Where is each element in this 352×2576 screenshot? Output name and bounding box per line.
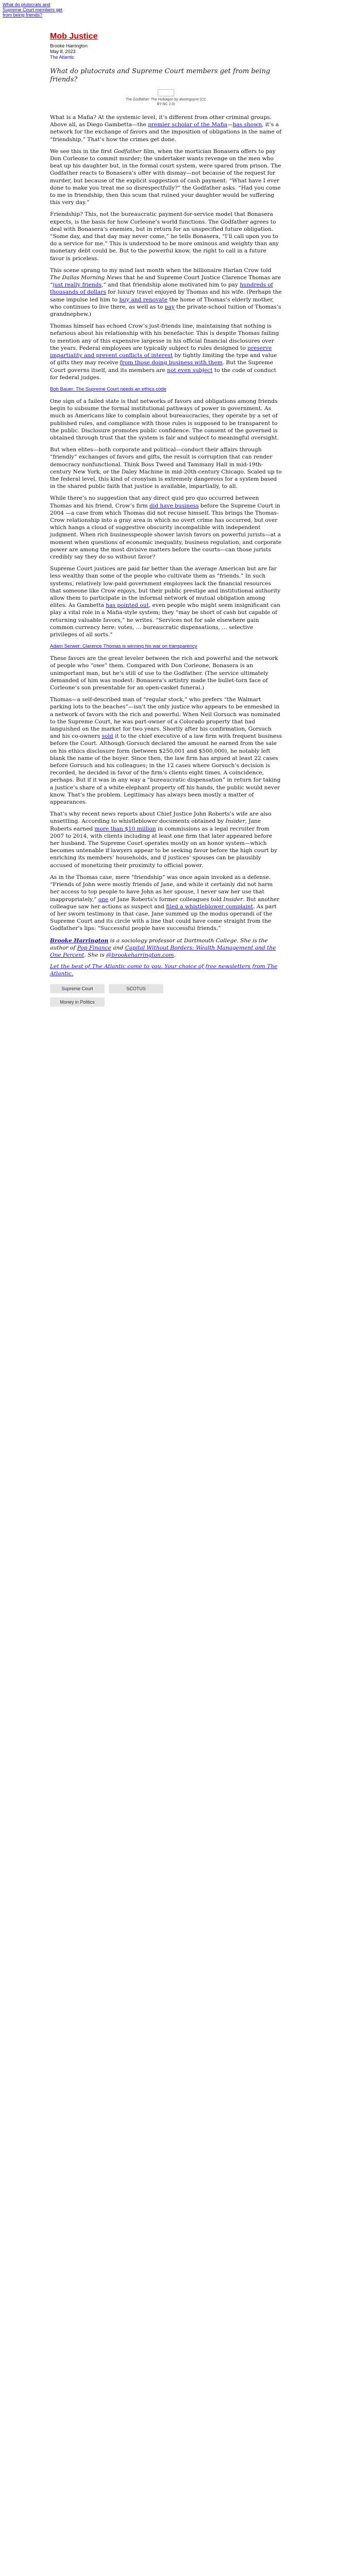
top-link[interactable]: What do plutocrats and Supreme Court members get from being friends? [3, 2, 63, 18]
paragraph-text: to the code of conduct for federal judges. [50, 367, 276, 381]
inline-link[interactable]: sold [102, 733, 113, 740]
body-paragraph [50, 148, 282, 207]
inline-link[interactable]: did have business [149, 502, 199, 509]
bio-text: . [174, 952, 176, 958]
caption-line: BY-NC 2.0) [157, 103, 175, 106]
paragraph-text: These favors are the great leveler between the rich and powerful and the network of people who “owe” them. Compared with Don Corleone, Bonasera is an unimportant man, but he’s still of use to the Godfather. (The service ultimately demanded of him was modest: Bonasera’s artistry made the bullet-torn face of Corleone’s son presentable for an open-casket funeral.) [50, 655, 278, 691]
inline-link[interactable]: has pointed out [106, 602, 149, 609]
masthead-title[interactable]: Mob Justice [50, 32, 98, 41]
body-paragraph [50, 323, 282, 381]
italic-title: Godfather [113, 148, 142, 155]
paragraph-text: Friendship? This, not the bureaucratic payment-for-service model that Bonasera expects, is the basis for how Corleone’s world functions. The Godfather agrees to deal with Bonasera’s enemies, but in return for an unspecified future obligation. “Some day, and that day may never come,” he tells Bonasera, “I’ll call upon you to do a service for me.” This is understood to be more ominous and weighty than any monetary debt could be. But to the powerful know, the right to call in a future favor is priceless. [50, 211, 279, 262]
paragraph-text: While there’s no suggestion that any direct quid pro quo occurred between Thomas and his friend, Crow’s firm [50, 495, 259, 509]
body-paragraph [50, 565, 282, 638]
paragraph-text: . As part of her sworn testimony in that case, Jane summed up the modus operandi of the Supreme Court and its circle with a line that could have come straight from the Godfather’s lips: “Successful people have successful friends.” [50, 903, 277, 932]
paragraph-text: , it’s a network for the exchange of favors and the imposition of obligations in the name of “friendship.” That’s how the crimes get done. [50, 122, 282, 143]
inline-link[interactable]: premier scholar of the Mafia [148, 122, 227, 128]
broken-image-icon [158, 89, 174, 96]
related-link[interactable]: Adam Serwer: Clarence Thomas is winning his war on transparency [50, 643, 197, 650]
body-paragraph [50, 874, 282, 933]
bio-text: . She is [84, 952, 107, 958]
body-section [50, 655, 282, 932]
paragraph-text: As in the Thomas case, mere “friendship” was once again invoked as a defense. “Friends of John were mostly friends of Jane, and while it certainly did not harm her access to top people to have John as her spouse, I never saw her use that inappropriately,” [50, 874, 273, 903]
paragraph-text: the home of Thomas’s elderly mother, who continues to live there, as well as to [50, 296, 274, 310]
paragraph-text: This scene sprang to my mind last month when the billionaire Harlan Crow told [50, 267, 272, 274]
newsletter-cta-link[interactable]: Let the best of The Atlantic come to you. Your choice of free newsletters from The Atlantic. [50, 963, 278, 977]
inline-link[interactable]: filed a whistleblower complaint [166, 903, 254, 910]
paragraph-text: What is a Mafia? At the systemic level, it’s different from other criminal groups. Above all, as Diego Gambetta—the [50, 114, 272, 128]
italic-title: Insider [225, 818, 245, 825]
inline-link[interactable]: preserve impartiality and prevent conflicts of interest [50, 345, 272, 359]
italic-title: The Dallas Morning News [50, 275, 122, 281]
paragraph-text: , Jane Roberts earned [50, 818, 261, 832]
body-paragraph [50, 655, 282, 691]
paragraph-text: — [227, 122, 233, 128]
italic-title: Insider [223, 896, 243, 903]
paragraph-text: But when elites—both corporate and political—conduct their affairs through “friendly” exchanges of favors and gifts, the result is corruption that can render democracy nonfunctional. Think Boss Tweed and Tammany Hall in mid-19th-century New York, or the Daley Machine in mid-20th-century Chicago. Scaled up to the federal level, this kind of cronyism is extremely dangerous for a system based in the shared public faith that justice is available, impartially, to all. [50, 447, 282, 490]
body-paragraph [50, 810, 282, 869]
author-bio [50, 937, 282, 959]
body-paragraph [50, 696, 282, 806]
bio-handle-link[interactable]: @brookeharrington.com [106, 952, 174, 958]
article-dek: What do plutocrats and Supreme Court members get from being friends? [50, 67, 271, 83]
bio-author-link[interactable]: Brooke Harrington [50, 937, 109, 944]
article [50, 32, 282, 1007]
topic-tags [50, 984, 220, 1007]
paragraph-text: Supreme Court justices are paid far better than the average American but are far less wealthy than some of the people who cultivate them as “friends.” In such systems, relatively low-paid government employees lack the financial resources that someone like Crow enjoys, but their public prestige and institutional authority allow them to participate in the informal network of mutual obligation among elites. As Gambetta [50, 566, 281, 609]
body-paragraph [50, 267, 282, 318]
article-figure [50, 89, 282, 107]
paragraph-text: . But another colleague saw her actions as suspect and [50, 896, 280, 910]
body-paragraph [50, 114, 282, 143]
inline-link[interactable]: buy and renovate [119, 296, 167, 303]
paragraph-text: it to the chief executive of a law firm with frequent business before the Court. Although Gorsuch declared the amount he earned from the sale on his ethics disclosure form (between $250,001 and $500,000), he notably left blank the name of the buyer. Since then, the law firm has argued at least 22 cases before Gorsuch and his colleagues; in the 12 cases where Gorsuch’s decision is recorded, he decided in favor of the firm’s clients eight times. A coincidence, perhaps. But if it was in any way a “bureaucratic dispensation” in return for taking a justice’s share of a white-elephant property off his hands, the public would never know. That’s the problem. Legitimacy has always been mostly a matter of appearances. [50, 733, 282, 806]
author-name: Brooke Harrington [50, 43, 88, 48]
inline-link[interactable]: has shown [232, 122, 262, 128]
paragraph-text: , even people who might seem insignificant can play a vital role in a Mafia-style system; they “may be short of cash but capable of returning valuable favors,” he writes. “Services not for sale elsewhere gain common currency here: votes, … bureaucratic dispensations, … selective privileges of all sorts.” [50, 602, 280, 638]
paragraph-text: in commissions as a legal recruiter from 2007 to 2014, with clients including at least one firm that later appeared before her husband. The Supreme Court operates mostly on an honor system—which becomes untenable if lawyers appear to be seeking favor before the high court by enriching its members’ households, and if justices’ spouses can be plausibly accused of monetizing their proximity to official power. [50, 825, 277, 869]
body-paragraph [50, 446, 282, 490]
paragraph-text: Thomas—a self-described man of “regular stock,” who prefers “the Walmart parking lots to the beaches”—isn’t the only justice who appears to be enmeshed in a network of favors with the rich and powerful. When Neil Gorsuch was nominated to the Supreme Court, he was part-owner of a Colorado property that had languished on the market for two years. Shortly after his confirmation, Gorsuch and his co-owners [50, 697, 280, 740]
paragraph-text: of Jane Roberts’s former colleagues told [108, 896, 224, 903]
inline-link[interactable]: not even subject [167, 367, 213, 374]
body-paragraph [50, 398, 282, 442]
body-paragraph [50, 211, 282, 262]
tag-scotus[interactable]: SCOTUS [109, 984, 163, 993]
inline-link[interactable]: hundreds of thousands of dollars [50, 282, 273, 296]
paragraph-text: film, when the mortician Bonasera offers to pay Don Corleone to commit murder; the undertaker wants revenge on the men who beat up his daughter but, in the formal court system, were spared from prison. The Godfather reacts to Bonasera’s offer with dismay—not because of the request for murder, but because of the explicit suggestion of cash payment. “What have I ever done to make you treat me so disrespectfully?” the Godfather asks. “Had you come to me in friendship, then this scum that ruined your daughter would be suffering this very day.” [50, 148, 281, 206]
figure-caption [50, 97, 282, 107]
body-paragraph [50, 495, 282, 561]
bio-text: is a sociology professor at Dartmouth College. She is the author of [50, 937, 268, 951]
paragraph-text: ,” and that friendship alone motivated him to pay [102, 282, 240, 289]
paragraph-text: That’s why recent news reports about Chief Justice John Roberts’s wife are also unsettling. According to whistleblower documents obtained by [50, 811, 272, 825]
inline-link[interactable]: more than $10 million [94, 825, 156, 832]
body-section [50, 114, 282, 381]
related-link[interactable]: Bob Bauer: The Supreme Court needs an ethics code [50, 386, 166, 392]
inline-link[interactable]: one [98, 896, 109, 903]
inline-link[interactable]: just really friends [53, 282, 102, 289]
inline-link[interactable]: pay [164, 303, 175, 310]
paragraph-text: One sign of a failed state is that networks of favors and obligations among friends begin to subsume the formal institutional pathways of power in government. As much as Americans like to complain about bureaucracies, they operate by a set of published rules, and compliance with those rules is supposed to be transparent to the public. Disclosure promotes public confidence. The consent of the governed is obtained through trust that the system is fair and subject to meaningful oversight. [50, 398, 279, 441]
paragraph-text: for luxury travel enjoyed by Thomas and his wife. (Perhaps the same impulse led him to [50, 289, 282, 303]
bio-text: and [111, 944, 125, 951]
paragraph-text: the private-school tuition of Thomas’s grandnephew.) [50, 303, 281, 318]
paragraph-text: that he and Supreme Court Justice Clarence Thomas are “ [50, 275, 281, 289]
caption-line: The Godfather: The Hulkagon by alvoregoyne (CC [125, 98, 207, 101]
tag-supreme-court[interactable]: Supreme Court [50, 984, 105, 993]
paragraph-text: before the Supreme Court in 2004 —a case from which Thomas did not recuse himself. This brings the Thomas-Crow relationship into a gray area in which no overt crime has occurred, but over which hangs a cloud of suggestive obscurity incompatible with independent judgment. When rich businesspeople shower lavish favors on powerful jurists—at a moment when questions of economic inequality, business regulation, and corporate power are among the most divisive matters before the courts—can those jurists credibly say they do so without favor? [50, 502, 282, 560]
body-section [50, 398, 282, 638]
tag-money-in-politics[interactable]: Money in Politics [50, 997, 105, 1007]
paragraph-text: Thomas himself has echoed Crow’s just-friends line, maintaining that nothing is nefarious about his relationship with his benefactor. This is despite Thomas failing to mention any of this expensive largesse in his official financial disclosures over the years. Federal employees are typically subject to rules designed to [50, 323, 279, 351]
paragraph-text: by tightly limiting the type and value of gifts they may receive [50, 352, 277, 366]
newsletter-cta [50, 963, 282, 977]
bio-book-link[interactable]: Pop Finance [77, 944, 111, 951]
paragraph-text: . But the Supreme Court governs itself, and its members are [50, 360, 273, 374]
inline-link[interactable]: from those doing business with them [120, 360, 223, 366]
publish-date: May 8, 2023 [50, 49, 76, 54]
bio-book-link[interactable]: Capital Without Borders: Wealth Management and the One Percent [50, 944, 276, 958]
byline [50, 43, 282, 60]
paragraph-text: We see this in the first [50, 148, 114, 155]
publication-link[interactable]: The Atlantic [50, 55, 75, 60]
